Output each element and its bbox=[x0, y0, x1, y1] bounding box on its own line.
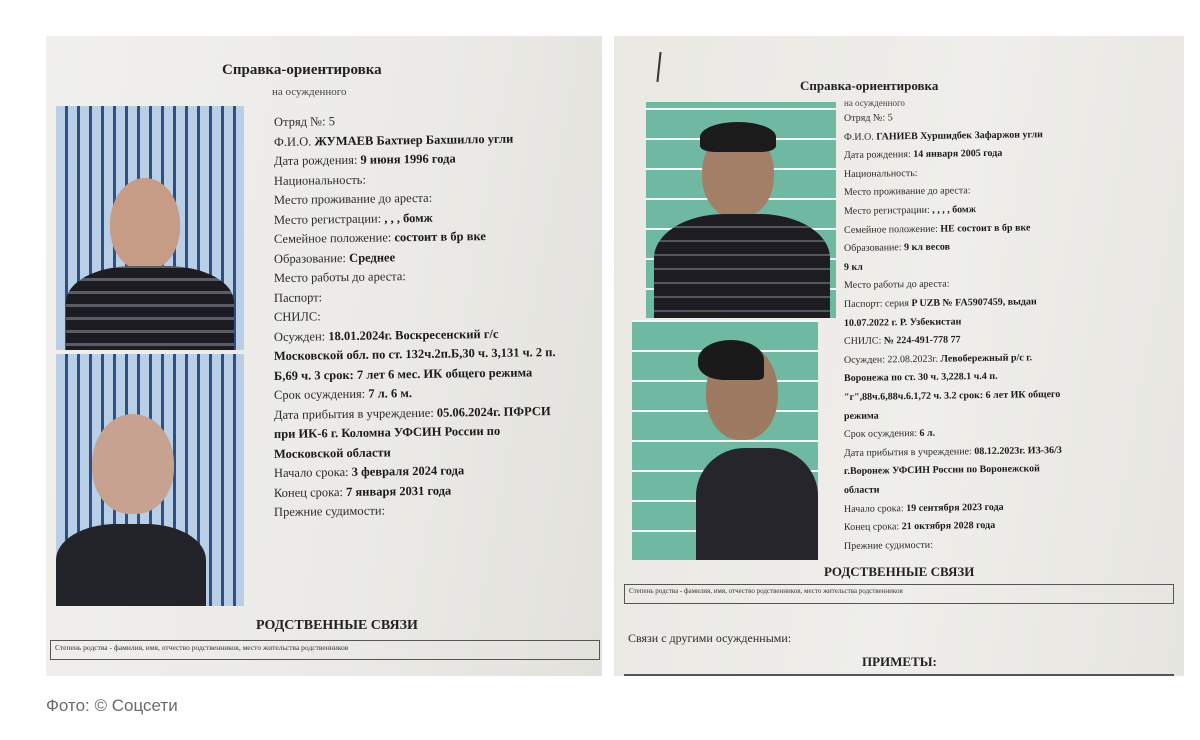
doc-field-row bbox=[844, 465, 1040, 478]
doc-field-row bbox=[274, 346, 556, 362]
doc-field-row bbox=[844, 541, 933, 552]
striped-uniform bbox=[654, 214, 830, 318]
doc-field-label: Осужден: bbox=[273, 328, 329, 344]
doc-field-row bbox=[274, 405, 551, 421]
doc-field-label: Дата прибытия в учреждение: bbox=[273, 405, 437, 422]
doc-field-value: № 224-491-778 77 bbox=[883, 334, 961, 347]
doc-field-row bbox=[844, 486, 880, 496]
doc-field-row bbox=[274, 484, 451, 499]
left-document-photo bbox=[46, 36, 602, 676]
doc-field-row bbox=[274, 173, 366, 187]
doc-field-row bbox=[844, 353, 1032, 366]
doc-field-row bbox=[274, 192, 432, 207]
doc-field-row bbox=[844, 317, 962, 329]
right-mugshot-profile bbox=[632, 320, 818, 560]
doc-field-value: 18.01.2024г. Воскресенский г/с bbox=[328, 326, 499, 343]
right-doc-title: Справка-ориентировка bbox=[800, 78, 939, 93]
doc-field-row bbox=[844, 297, 1037, 310]
doc-field-label: Паспорт: bbox=[273, 289, 323, 305]
doc-field-row bbox=[274, 230, 486, 245]
doc-field-row bbox=[274, 387, 412, 401]
doc-field-row bbox=[844, 411, 879, 421]
doc-field-value: Московской обл. по ст. 132ч.2п.Б,30 ч. 3,131 ч. 2 п. bbox=[273, 345, 556, 363]
doc-field-row bbox=[274, 327, 499, 343]
doc-field-row bbox=[274, 425, 500, 441]
doc-field-row bbox=[844, 113, 893, 124]
doc-field-label: Национальность: bbox=[843, 167, 918, 180]
right-other-links: Связи с другими осужденными: bbox=[628, 631, 792, 645]
doc-field-value: "г",88ч.6,88ч.6.1,72 ч. 3.2 срок: 6 лет ИК общего bbox=[843, 388, 1061, 403]
doc-field-label: Ф.И.О. bbox=[843, 131, 877, 143]
doc-field-label: СНИЛС: bbox=[843, 335, 884, 348]
face-profile bbox=[92, 414, 174, 514]
doc-field-value: 9 кл весов bbox=[904, 241, 951, 254]
doc-field-row bbox=[274, 291, 322, 304]
doc-field-row bbox=[844, 130, 1043, 143]
doc-field-label: СНИЛС: bbox=[273, 309, 321, 324]
doc-field-value: области bbox=[843, 484, 880, 496]
doc-field-label: Семейное положение: bbox=[273, 230, 395, 246]
doc-field-value: 9 кл bbox=[843, 261, 863, 273]
photo-caption: Фото: © Соцсети bbox=[46, 696, 178, 715]
doc-field-value: при ИК-6 г. Коломна УФСИН России по bbox=[273, 423, 501, 441]
doc-field-label: Дата прибытия в учреждение: bbox=[843, 445, 975, 459]
doc-field-value: , , , , бомж bbox=[932, 204, 977, 216]
doc-field-row bbox=[274, 132, 513, 148]
doc-field-value: 10.07.2022 г. Р. Узбекистан bbox=[843, 315, 962, 329]
doc-field-row bbox=[844, 429, 935, 440]
doc-field-row bbox=[844, 521, 995, 533]
right-features-heading: ПРИМЕТЫ: bbox=[862, 654, 937, 669]
left-document-sheet bbox=[46, 36, 602, 676]
left-mugshot-front bbox=[56, 106, 244, 350]
doc-field-value: г.Воронеж УФСИН России по Воронежской bbox=[843, 463, 1040, 478]
doc-field-value: 3 февраля 2024 года bbox=[351, 463, 465, 479]
doc-field-row bbox=[844, 280, 950, 291]
doc-field-label: Место проживание до ареста: bbox=[843, 185, 971, 199]
left-doc-title: Справка-ориентировка bbox=[222, 62, 382, 78]
hair bbox=[698, 340, 764, 380]
features-table-line bbox=[624, 674, 1174, 676]
doc-field-label: Национальность: bbox=[273, 172, 367, 188]
face-front bbox=[110, 178, 180, 270]
dark-uniform bbox=[56, 524, 206, 606]
doc-field-value: 7 л. 6 м. bbox=[368, 386, 413, 401]
right-document-sheet bbox=[614, 36, 1184, 676]
doc-field-label: Образование: bbox=[843, 242, 905, 255]
doc-field-label: Ф.И.О. bbox=[273, 133, 315, 149]
doc-field-row bbox=[274, 115, 335, 128]
doc-field-label: Отряд №: 5 bbox=[273, 114, 335, 129]
right-relations-table: Степень родства - фамилия, имя, отчество родственников, место жительства родственников bbox=[624, 584, 1174, 604]
doc-field-label: Место работы до ареста: bbox=[273, 269, 406, 285]
doc-field-value: ГАНИЕВ Хуршидбек Зафаржон угли bbox=[876, 128, 1043, 143]
doc-field-value: Воронежа по ст. 30 ч. 3,228.1 ч.4 п. bbox=[843, 371, 998, 385]
doc-field-row bbox=[274, 251, 395, 265]
doc-field-value: НЕ состоит в бр вке bbox=[940, 221, 1031, 235]
right-document-photo bbox=[614, 36, 1184, 676]
doc-field-row bbox=[844, 446, 1062, 459]
doc-field-label: Место работы до ареста: bbox=[843, 278, 950, 292]
doc-field-row bbox=[844, 223, 1031, 236]
doc-field-row bbox=[844, 169, 918, 180]
doc-field-label: Место проживание до ареста: bbox=[273, 190, 433, 207]
doc-field-value: Московской области bbox=[273, 444, 391, 461]
doc-field-row bbox=[274, 464, 464, 479]
doc-field-value: 05.06.2024г. ПФРСИ bbox=[436, 403, 551, 420]
doc-field-value: 14 января 2005 года bbox=[913, 147, 1003, 161]
doc-field-value: 08.12.2023г. ИЗ-36/3 bbox=[974, 444, 1062, 457]
doc-field-value: режима bbox=[843, 410, 879, 422]
doc-field-label: Паспорт: серия bbox=[843, 298, 912, 310]
doc-field-value: 21 октября 2028 года bbox=[901, 520, 996, 533]
right-mugshot-front bbox=[646, 102, 836, 318]
doc-field-value: 9 июня 1996 года bbox=[360, 151, 456, 167]
doc-field-row bbox=[274, 504, 385, 518]
doc-field-row bbox=[274, 152, 456, 167]
doc-field-label: Начало срока: bbox=[273, 464, 352, 480]
doc-field-row bbox=[844, 336, 961, 348]
left-relations-heading: РОДСТВЕННЫЕ СВЯЗИ bbox=[256, 618, 418, 633]
doc-field-label: Срок осуждения: bbox=[843, 428, 920, 441]
dark-uniform bbox=[696, 448, 818, 560]
doc-field-label: Образование: bbox=[273, 250, 350, 266]
doc-field-row bbox=[274, 211, 433, 226]
doc-field-row bbox=[274, 366, 532, 382]
doc-field-row bbox=[274, 446, 391, 460]
doc-field-row bbox=[844, 502, 1004, 514]
pen-mark bbox=[656, 52, 661, 82]
doc-field-label: Дата рождения: bbox=[273, 152, 361, 168]
right-relations-heading: РОДСТВЕННЫЕ СВЯЗИ bbox=[824, 564, 975, 579]
doc-field-label: Срок осуждения: bbox=[273, 386, 369, 402]
doc-field-label: Осужден: 22.08.2023г. bbox=[843, 353, 941, 366]
left-doc-subtitle: на осужденного bbox=[272, 86, 347, 98]
doc-field-label: Место регистрации: bbox=[843, 204, 933, 217]
doc-field-value: , , , бомж bbox=[384, 210, 433, 225]
right-doc-subtitle: на осужденного bbox=[844, 98, 905, 108]
doc-field-label: Прежние судимости: bbox=[273, 503, 386, 519]
doc-field-label: Отряд №: 5 bbox=[843, 112, 893, 124]
doc-field-label: Дата рождения: bbox=[843, 149, 914, 162]
doc-field-label: Место регистрации: bbox=[273, 210, 385, 227]
doc-field-row bbox=[844, 263, 863, 273]
doc-field-value: P UZB № FA5907459, выдан bbox=[911, 296, 1037, 310]
doc-field-row bbox=[844, 390, 1060, 403]
doc-field-row bbox=[274, 270, 406, 284]
doc-field-row bbox=[844, 243, 950, 254]
doc-field-label: Конец срока: bbox=[843, 521, 902, 534]
doc-field-row bbox=[844, 372, 998, 384]
doc-field-label: Конец срока: bbox=[273, 484, 347, 500]
doc-field-row bbox=[844, 187, 971, 199]
doc-field-value: 19 сентября 2023 года bbox=[906, 501, 1004, 514]
doc-field-row bbox=[844, 149, 1002, 161]
left-mugshot-profile bbox=[56, 354, 244, 606]
doc-field-row bbox=[844, 205, 976, 217]
doc-field-value: Среднее bbox=[349, 249, 396, 265]
hair bbox=[700, 122, 776, 152]
doc-field-value: Б,69 ч. 3 срок: 7 лет 6 мес. ИК общего режима bbox=[273, 364, 533, 383]
doc-field-label: Прежние судимости: bbox=[843, 539, 933, 552]
doc-field-value: 6 л. bbox=[919, 427, 936, 440]
left-relations-table: Степень родства - фамилия, имя, отчество родственников, место жительства родственников bbox=[50, 640, 600, 660]
striped-uniform bbox=[66, 266, 234, 350]
doc-field-value: состоит в бр вке bbox=[394, 229, 486, 245]
doc-field-row bbox=[274, 310, 321, 323]
doc-field-value: ЖУМАЕВ Бахтиер Бахшилло угли bbox=[314, 131, 514, 148]
doc-field-value: 7 января 2031 года bbox=[346, 483, 452, 499]
doc-field-label: Семейное положение: bbox=[843, 223, 941, 236]
doc-field-label: Начало срока: bbox=[843, 502, 907, 515]
doc-field-value: Левобережный р/с г. bbox=[940, 352, 1033, 365]
